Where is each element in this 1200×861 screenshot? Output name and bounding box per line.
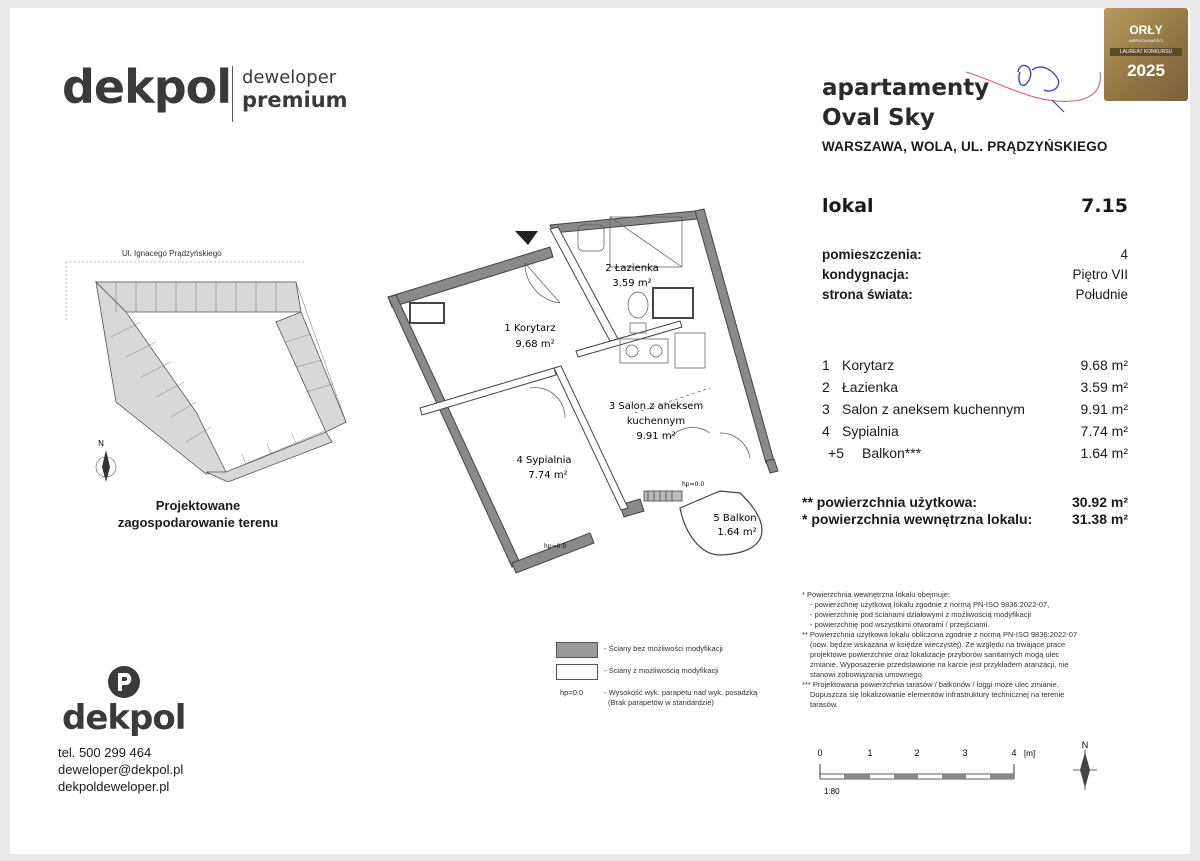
plan-r3-name-a: 3 Salon z aneksem — [608, 401, 704, 412]
scale-tick-4: 4 — [1011, 748, 1017, 758]
rooms-value: 4 — [1120, 247, 1128, 262]
plan-r1-area: 9.68 m² — [515, 339, 555, 350]
logo-divider — [232, 66, 233, 122]
entrance-arrow-icon — [515, 231, 538, 245]
plan-r2-area: 3.59 m² — [612, 278, 652, 289]
legend-fixed-walls: - Ściany bez możliwości modyfikacji — [604, 644, 723, 653]
dekpol-mark-icon — [106, 664, 142, 700]
legend-hp-desc-2: (Brak parapetów w standardzie) — [608, 698, 714, 707]
contact-info — [58, 744, 183, 795]
badge-year: 2025 — [1127, 61, 1165, 80]
legend-hp-desc-1: - Wysokość wyk. parapetu nad wyk. posadzką — [604, 688, 758, 697]
room-list-item: 4 Sypialnia 7.74 m² — [822, 423, 1128, 439]
site-north-label: N — [98, 439, 104, 448]
apartment-floor-plan — [380, 203, 790, 598]
floor-value: Piętro VII — [1072, 267, 1128, 282]
plan-hp-a: hp=0.0 — [682, 481, 705, 488]
scale-bar — [810, 738, 1110, 798]
scale-north-label: N — [1081, 740, 1089, 750]
scale-tick-3: 3 — [962, 748, 968, 758]
project-name-1: apartamenty — [822, 75, 990, 101]
room-list-item: +5 Balkon*** 1.64 m² — [828, 445, 1128, 461]
badge-label: LAUREAT KONKURSU — [1110, 48, 1182, 56]
north-arrow-icon — [1080, 752, 1090, 788]
contact-web[interactable]: dekpoldeweloper.pl — [58, 779, 170, 794]
project-address: WARSZAWA, WOLA, UL. PRĄDZYŃSKIEGO — [822, 139, 1108, 154]
legend-modifiable-walls: - Ściany z możliwością modyfikacji — [604, 666, 719, 675]
room-list-item: 3 Salon z aneksem kuchennym 9.91 m² — [822, 401, 1128, 417]
internal-area-label: * powierzchnia wewnętrzna lokalu: — [802, 511, 1033, 527]
scale-tick-0: 0 — [817, 748, 823, 758]
brand-logo — [62, 60, 231, 114]
unit-label: lokal — [822, 195, 874, 217]
area-totals — [802, 494, 1128, 528]
orientation-label: strona świata: — [822, 287, 913, 302]
orientation-value: Południe — [1075, 287, 1128, 302]
plan-r3-area: 9.91 m² — [636, 431, 676, 442]
scale-tick-1: 1 — [867, 748, 873, 758]
plan-r3-name-b: kuchennym — [626, 416, 686, 427]
plan-r5-name: 5 Balkon — [713, 513, 757, 524]
plan-r1-name: 1 Korytarz — [504, 323, 556, 334]
usable-area-label: ** powierzchnia użytkowa: — [802, 494, 978, 510]
site-caption-2: zagospodarowanie terenu — [117, 515, 279, 530]
unit-number: 7.15 — [1081, 195, 1128, 217]
badge-title: ORŁY — [1129, 23, 1163, 37]
unit-details — [822, 245, 1128, 305]
footnotes: * Powierzchnia wewnętrzna lokalu obejmuje: - powierzchnię użytkową lokalu zgodnie z normą PN-ISO 9836:2022-07, - powierzchnię pod ścianami działowymi z możliwością modyfikacji - powierzchnię pod wszystkimi otworami / przejściami. ** Powierzchnia użytkowa lokalu obliczona zgodnie z normą PN-ISO 9836:2022-07 (oow. będzie wskazana w księdze wieczystej). Ze względu na trwające prace projektowe powierzchnie oraz lokalizacje przyborów sanitarnych mogą ulec zmianie. Wyposażenie przedstawione na karcie jest przykładem aranżacji, nie stanowi zobowiązania umownego. *** Projektowana powierzchnia tarasów / balkonów / loggi może ulec zmianie. Dopuszcza się lokalizowanie elementów infrastruktury technicznej na terenie tarasów. — [802, 590, 1078, 709]
contact-email[interactable]: deweloper@dekpol.pl — [58, 762, 184, 777]
floor-plan-sheet — [10, 8, 1190, 854]
plan-r4-name: 4 Sypialnia — [516, 455, 572, 466]
scale-unit: [m] — [1024, 749, 1036, 758]
site-street-label: Ul. Ignacego Prądzyńskiego — [122, 249, 222, 258]
project-name-2: Oval Sky — [822, 105, 935, 131]
legend-swatch-fixed-walls — [556, 642, 598, 658]
room-list — [822, 354, 1128, 464]
usable-area-value: 30.92 m² — [1071, 494, 1128, 510]
award-badge — [1104, 8, 1188, 101]
rooms-label: pomieszczenia: — [822, 247, 922, 262]
room-list-item: 2 Łazienka 3.59 m² — [822, 379, 1128, 395]
contact-phone[interactable]: tel. 500 299 464 — [58, 745, 152, 760]
plan-r4-area: 7.74 m² — [528, 470, 568, 481]
floor-label: kondygnacja: — [822, 267, 910, 282]
internal-area-value: 31.38 m² — [1071, 511, 1128, 527]
brand-tagline-1: deweloper — [242, 67, 337, 88]
site-caption-1: Projektowane — [155, 498, 241, 513]
legend-swatch-modifiable-walls — [556, 664, 598, 680]
unit-header — [822, 195, 1128, 217]
plan-r2-name: 2 Łazienka — [605, 263, 659, 274]
legend-hp-key: hp=0.0 — [560, 688, 584, 697]
plan-r5-area: 1.64 m² — [717, 527, 757, 538]
site-plan — [56, 242, 356, 482]
scale-tick-2: 2 — [914, 748, 920, 758]
brand-logo-name: dekpol — [62, 60, 232, 114]
plan-hp-b: hp=0.0 — [544, 543, 567, 550]
scale-ratio: 1:80 — [824, 787, 840, 796]
contact-logo-name: dekpol — [62, 698, 186, 738]
site-caption — [90, 497, 306, 531]
room-list-item: 1 Korytarz 9.68 m² — [822, 357, 1128, 373]
brand-tagline-2: premium — [242, 88, 348, 112]
badge-subtitle: NIERUCHOMOŚCI — [1128, 38, 1164, 43]
